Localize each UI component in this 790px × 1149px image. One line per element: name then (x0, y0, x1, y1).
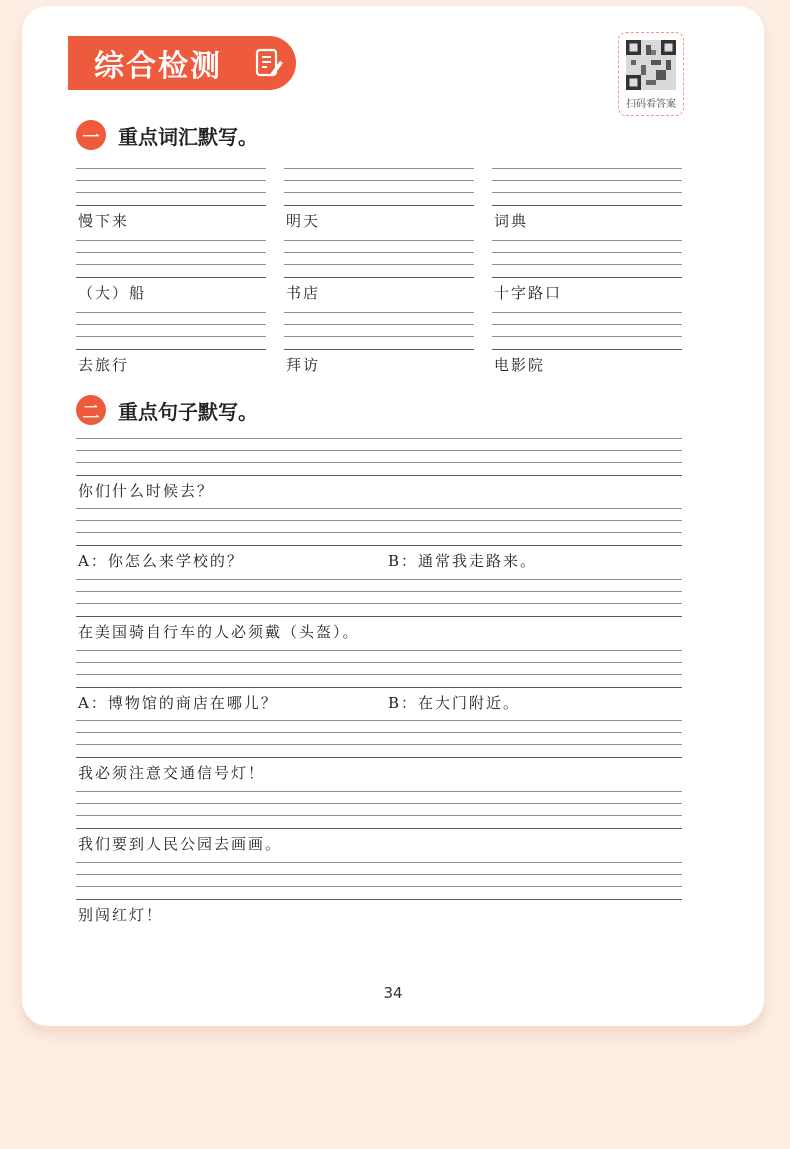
writing-line (492, 312, 682, 313)
writing-line (284, 264, 474, 265)
writing-line (76, 815, 682, 816)
vocab-answer-lines[interactable] (492, 240, 682, 280)
writing-line (76, 532, 682, 533)
vocab-answer-lines[interactable] (284, 240, 474, 280)
sentence-prompt: 我们要到人民公园去画画。 (78, 835, 283, 853)
worksheet-page (22, 6, 764, 1026)
writing-line (76, 603, 682, 604)
writing-line (492, 180, 682, 181)
sentence-prompt-b: B：通常我走路来。 (388, 552, 538, 570)
writing-line (76, 687, 682, 688)
writing-line (284, 324, 474, 325)
writing-line (492, 205, 682, 206)
section-1-number: 一 (76, 120, 106, 150)
sentence-answer-lines[interactable] (76, 508, 682, 548)
writing-line (284, 192, 474, 193)
writing-line (76, 520, 682, 521)
writing-line (76, 336, 266, 337)
sentence-answer-lines[interactable] (76, 650, 682, 690)
sentence-prompt-b: B：在大门附近。 (388, 694, 521, 712)
vocab-answer-lines[interactable] (76, 168, 266, 208)
writing-line (76, 862, 682, 863)
writing-line (76, 828, 682, 829)
vocab-answer-lines[interactable] (492, 168, 682, 208)
writing-line (76, 874, 682, 875)
title-banner (68, 36, 296, 90)
writing-line (76, 744, 682, 745)
writing-line (76, 662, 682, 663)
vocab-prompt: 明天 (286, 212, 321, 230)
writing-line (76, 508, 682, 509)
writing-line (76, 545, 682, 546)
vocab-prompt: （大）船 (78, 284, 147, 302)
page-number: 34 (22, 984, 764, 1002)
qr-code-icon (626, 40, 676, 90)
writing-line (284, 168, 474, 169)
writing-line (76, 674, 682, 675)
sentence-prompt: 在美国骑自行车的人必须戴（头盔）。 (78, 623, 360, 641)
writing-line (76, 180, 266, 181)
writing-line (76, 264, 266, 265)
vocab-answer-lines[interactable] (76, 312, 266, 352)
sentence-prompt: 我必须注意交通信号灯！ (78, 764, 266, 782)
section-2-title: 重点句子默写。 (116, 396, 264, 425)
writing-line (492, 240, 682, 241)
sentence-prompt-a: A：你怎么来学校的？ (78, 552, 244, 570)
writing-line (76, 277, 266, 278)
vocab-answer-lines[interactable] (76, 240, 266, 280)
section-2-heading (76, 393, 264, 427)
writing-line (76, 757, 682, 758)
sentence-answer-lines[interactable] (76, 791, 682, 831)
writing-line (76, 732, 682, 733)
qr-code-box[interactable] (618, 32, 684, 116)
writing-line (492, 264, 682, 265)
sentence-answer-lines[interactable] (76, 720, 682, 760)
sentence-prompt: 别闯红灯！ (78, 906, 164, 924)
writing-line (492, 168, 682, 169)
vocab-prompt: 去旅行 (78, 356, 130, 374)
writing-line (76, 349, 266, 350)
writing-line (492, 324, 682, 325)
writing-line (76, 803, 682, 804)
sentence-prompt-a: A：博物馆的商店在哪儿？ (78, 694, 278, 712)
vocab-prompt: 慢下来 (78, 212, 130, 230)
writing-line (76, 312, 266, 313)
writing-line (284, 349, 474, 350)
writing-line (76, 579, 682, 580)
vocab-answer-lines[interactable] (492, 312, 682, 352)
writing-line (76, 475, 682, 476)
writing-line (76, 886, 682, 887)
vocab-answer-lines[interactable] (284, 168, 474, 208)
sentence-answer-lines[interactable] (76, 438, 682, 478)
writing-line (76, 168, 266, 169)
writing-line (284, 252, 474, 253)
writing-line (76, 650, 682, 651)
writing-line (76, 438, 682, 439)
writing-line (284, 240, 474, 241)
writing-line (76, 324, 266, 325)
writing-line (76, 462, 682, 463)
writing-line (76, 252, 266, 253)
section-2-number: 二 (76, 395, 106, 425)
writing-line (76, 205, 266, 206)
writing-line (76, 720, 682, 721)
writing-line (284, 277, 474, 278)
vocab-prompt: 拜访 (286, 356, 321, 374)
vocab-answer-lines[interactable] (284, 312, 474, 352)
qr-caption: 扫码看答案 (626, 99, 676, 110)
sentence-answer-lines[interactable] (76, 862, 682, 902)
writing-line (76, 240, 266, 241)
vocab-prompt: 十字路口 (494, 284, 563, 302)
sentence-answer-lines[interactable] (76, 579, 682, 619)
writing-line (76, 791, 682, 792)
writing-line (284, 336, 474, 337)
writing-line (492, 349, 682, 350)
writing-line (76, 591, 682, 592)
writing-line (284, 205, 474, 206)
writing-line (492, 277, 682, 278)
section-1-title: 重点词汇默写。 (116, 121, 264, 150)
writing-line (492, 252, 682, 253)
writing-line (76, 899, 682, 900)
writing-line (492, 192, 682, 193)
writing-line (76, 616, 682, 617)
vocab-prompt: 词典 (494, 212, 529, 230)
page-title: 综合检测 (94, 49, 222, 84)
sentence-prompt: 你们什么时候去？ (78, 482, 215, 500)
vocab-prompt: 电影院 (494, 356, 546, 374)
writing-line (284, 312, 474, 313)
writing-line (76, 192, 266, 193)
vocab-prompt: 书店 (286, 284, 321, 302)
section-1-heading (76, 118, 264, 152)
writing-line (492, 336, 682, 337)
writing-line (284, 180, 474, 181)
pencil-note-icon (254, 48, 284, 78)
writing-line (76, 450, 682, 451)
